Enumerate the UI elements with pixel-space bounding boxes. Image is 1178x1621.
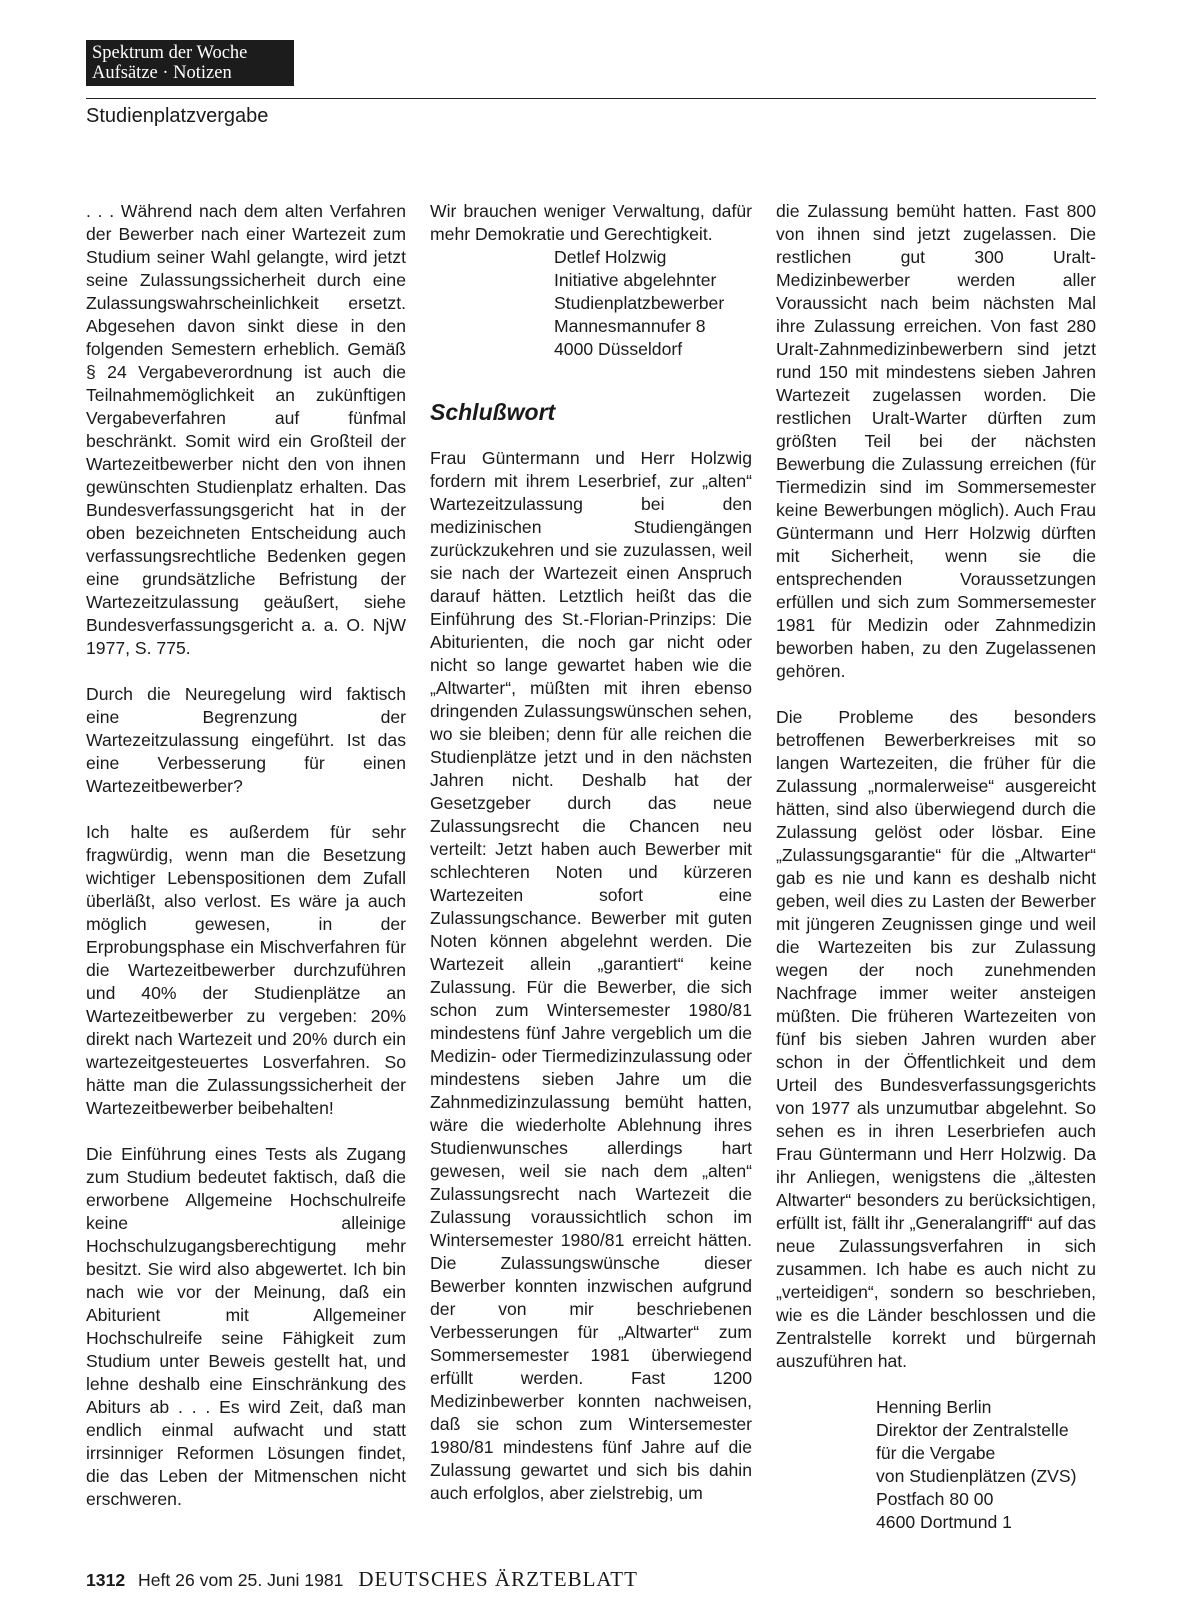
section-title: Studienplatzvergabe	[86, 105, 269, 127]
subheading-schlusswort: Schlußwort	[430, 399, 556, 425]
signature-line: 4600 Dortmund 1	[876, 1512, 1012, 1532]
col1-paragraph-1: . . . Während nach dem alten Verfahren der Bewerber nach einer Wartezeit zum Studium seiner Wahl gelangte, wird jetzt seine Zulassungssicherheit durch eine Zulassungswahrscheinlichkeit ersetzt. Abgesehen davon sinkt diese in den folgenden Semestern erheblich. Gemäß § 24 Vergabeverordnung ist auch die Teilnahmemöglichkeit an zukünftigen Vergabeverfahren auf fünfmal beschränkt. Somit wird ein Großteil der Wartezeitbewerber nicht den von ihnen gewünschten Studienplatz erhalten. Das Bundesverfassungsgericht hat in der oben bezeichneten Entscheidung auch verfassungsrechtliche Bedenken gegen eine grundsätzliche Befristung der Wartezeitzulassung geäußert, siehe Bundesverfassungsgericht a. a. O. NjW 1977, S. 775.	[86, 201, 406, 658]
signature-line: Studienplatzbewerber	[554, 293, 725, 313]
header-line-1: Spektrum der Woche	[92, 43, 248, 63]
column-2	[430, 200, 752, 1528]
col1-paragraph-3: Ich halte es außerdem für sehr fragwürdig, wenn man die Besetzung wichtiger Lebenspositionen dem Zufall überläßt, also verlost. Es wäre ja auch möglich gewesen, in der Erprobungsphase ein Mischverfahren für die Wartezeitbewerber durchzuführen und 40% der Studienplätze an Wartezeitbewerber zu vergeben: 20% direkt nach Wartezeit und 20% durch ein wartezeitgesteuertes Losverfahren. So hätte man die Zulassungssicherheit der Wartezeitbewerber beibehalten!	[86, 822, 406, 1118]
signature-name: Detlef Holzwig	[554, 247, 667, 267]
col3-paragraph-1: die Zulassung bemüht hatten. Fast 800 von ihnen sind jetzt zugelassen. Die restlichen gut 300 Uralt-Medizinbewerber werden aller Voraussicht nach beim nächsten Mal ihre Zulassung erreichen. Von fast 280 Uralt-Zahnmedizinbewerbern sind jetzt rund 150 mit mindestens sieben Jahren Wartezeit zugelassen worden. Die restlichen Uralt-Warter dürften zum größten Teil bei der nächsten Bewerbung die Zulassung erreichen (für Tiermedizin sind im Sommersemester keine Bewerbungen möglich). Auch Frau Güntermann und Herr Holzwig dürften mit Sicherheit, wenn sie die entsprechenden Voraussetzungen erfüllen und sich zum Sommersemester 1981 für Medizin oder Zahnmedizin beworben haben, zu den Zugelassenen gehören.	[776, 201, 1096, 681]
column-3	[776, 200, 1096, 1534]
signature-line: Postfach 80 00	[876, 1489, 994, 1509]
header-rule	[86, 98, 1096, 99]
journal-name: DEUTSCHES ÄRZTEBLATT	[358, 1567, 638, 1591]
header-line-2: Aufsätze · Notizen	[92, 63, 232, 83]
col1-paragraph-4: Die Einführung eines Tests als Zugang zum Studium bedeutet faktisch, daß die erworbene Allgemeine Hochschulreife keine alleinige Hochschulzugangsberechtigung mehr besitzt. Sie wird also abgewertet. Ich bin nach wie vor der Meinung, daß ein Abiturient mit Allgemeiner Hochschulreife seine Fähigkeit zum Studium unter Beweis gestellt hat, und lehne deshalb eine Einschränkung des Abiturs ab . . . Es wird Zeit, daß man endlich einmal aufwacht und statt irrsinniger Reformen Lösungen findet, die das Leben der Mitmenschen nicht erschweren.	[86, 1144, 406, 1509]
col2-paragraph-2: Frau Güntermann und Herr Holzwig fordern mit ihrem Leserbrief, zur „alten“ Wartezeitzulassung bei den medizinischen Studiengängen zurückzukehren und sie zuzulassen, weil sie nach der Wartezeit einen Anspruch darauf hätten. Letztlich heißt das die Einführung des St.-Florian-Prinzips: Die Abiturienten, die noch gar nicht oder nicht so lange gewartet haben wie die „Altwarter“, müßten mit ihren ebenso dringenden Zulassungswünschen sehen, wo sie bleiben; denn für alle reichen die Studienplätze jetzt und in den nächsten Jahren nicht. Deshalb hat der Gesetzgeber durch das neue Zulassungsrecht die Chancen neu verteilt: Jetzt haben auch Bewerber mit schlechteren Noten und kürzeren Wartezeiten sofort eine Zulassungschance. Bewerber mit guten Noten können abgelehnt werden. Die Wartezeit allein „garantiert“ keine Zulassung. Für die Bewerber, die sich schon zum Wintersemester 1980/81 mindestens fünf Jahre vergeblich um die Medizin- oder Tiermedizinzulassung oder mindestens sieben Jahre um die Zahnmedizinzulassung bemüht hatten, wäre die wiederholte Ablehnung ihres Studienwunsches allerdings hart gewesen, weil sie nach dem „alten“ Zulassungsrecht nach Wartezeit die Zulassung voraussichtlich schon im Wintersemester 1980/81 erreicht hätten. Die Zulassungswünsche dieser Bewerber konnten inzwischen aufgrund der von mir beschriebenen Verbesserungen für „Altwarter“ zum Sommersemester 1981 überwiegend erfüllt werden. Fast 1200 Medizinbewerber konnten nachweisen, daß sie schon zum Wintersemester 1980/81 mindestens fünf Jahre auf die Zulassung gewartet und sich bis dahin auch erfolglos, aber zielstrebig, um	[430, 448, 752, 1503]
signature-line: Mannesmannufer 8	[554, 316, 706, 336]
issue-info: Heft 26 vom 25. Juni 1981	[138, 1570, 344, 1590]
col2-paragraph-1: Wir brauchen weniger Verwaltung, dafür mehr Demokratie und Gerechtigkeit.	[430, 201, 752, 244]
signature-holzwig	[430, 246, 752, 361]
signature-name: Henning Berlin	[876, 1397, 992, 1417]
page-number: 1312	[86, 1570, 126, 1590]
col3-paragraph-2: Die Probleme des besonders betroffenen Bewerberkreises mit so langen Wartezeiten, die früher für die Zulassung „normalerweise“ ausgereicht hätten, sind also überwiegend durch die Zulassung gelöst oder lösbar. Eine „Zulassungsgarantie“ für die „Altwarter“ gab es nie und kann es deshalb nicht geben, weil dies zu Lasten der Bewerber mit jüngeren Zeugnissen ginge und weil die Wartezeiten bis zur Zulassung wegen der noch zunehmenden Nachfrage immer weiter ansteigen müßten. Die früheren Wartezeiten von fünf bis sieben Jahren wurden aber schon in der Öffentlichkeit und dem Urteil des Bundesverfassungsgerichts von 1977 als unzumutbar abgelehnt. So sehen es in ihren Leserbriefen auch Frau Güntermann und Herr Holzwig. Da ihr Anliegen, wenigstens die „ältesten Altwarter“ besonders zu berücksichtigen, erfüllt ist, fällt ihr „Generalangriff“ auf das neue Zulassungsverfahren in sich zusammen. Ich habe es auch nicht zu „verteidigen“, sondern so beschrieben, wie es die Länder beschlossen und die Zentralstelle korrekt und bürgernah auszuführen hat.	[776, 707, 1096, 1371]
signature-line: für die Vergabe	[876, 1443, 996, 1463]
col1-paragraph-2: Durch die Neuregelung wird faktisch eine Begrenzung der Wartezeitzulassung eingeführt. Ist das eine Verbesserung für einen Wartezeitbewerber?	[86, 684, 406, 796]
signature-line: Initiative abgelehnter	[554, 270, 717, 290]
signature-line: 4000 Düsseldorf	[554, 339, 683, 359]
section-header-box	[86, 40, 294, 86]
signature-line: von Studienplätzen (ZVS)	[876, 1466, 1077, 1486]
signature-berlin	[776, 1396, 1096, 1534]
signature-line: Direktor der Zentralstelle	[876, 1420, 1069, 1440]
column-1	[86, 200, 406, 1534]
page-footer	[86, 1567, 638, 1592]
